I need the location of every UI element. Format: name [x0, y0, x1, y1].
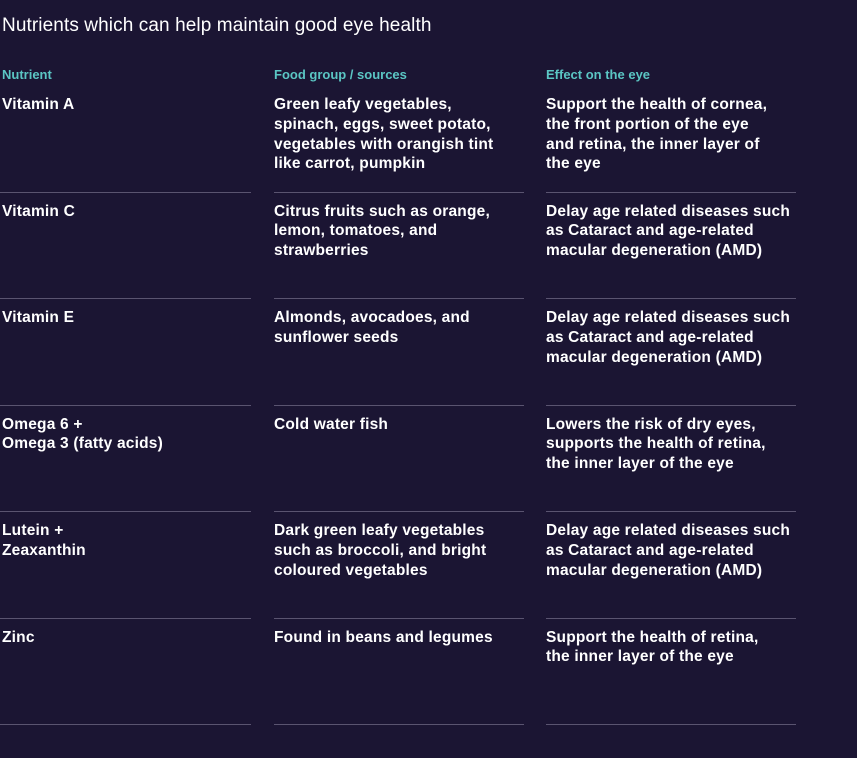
row-divider [0, 618, 251, 619]
food-source-cell: Dark green leafy vegetables such as broccoli, and bright coloured vegetables [274, 522, 487, 579]
page-title: Nutrients which can help maintain good eye health [2, 15, 432, 36]
nutrient-cell: Vitamin A [2, 96, 75, 113]
row-divider [0, 511, 251, 512]
table-row [0, 521, 857, 628]
row-divider [546, 724, 796, 725]
row-divider [274, 298, 524, 299]
column-header-nutrient: Nutrient [2, 67, 52, 82]
nutrient-cell: Lutein + Zeaxanthin [2, 522, 86, 559]
row-divider [546, 298, 796, 299]
table-header [0, 67, 857, 87]
nutrient-cell: Omega 6 + Omega 3 (fatty acids) [2, 415, 163, 453]
row-divider [546, 511, 796, 512]
row-divider [546, 405, 796, 406]
row-divider [0, 192, 251, 193]
food-source-cell: Green leafy vegetables, spinach, eggs, sweet potato, vegetables with orangish tint like carrot, pumpkin [274, 96, 494, 173]
food-source-cell: Found in beans and legumes [274, 628, 493, 646]
nutrient-table [0, 95, 857, 734]
nutrient-cell: Vitamin E [2, 309, 75, 326]
effect-cell: Delay age related diseases such as Cataract and age-related macular degeneration (AMD) [546, 202, 790, 260]
food-source-cell: Cold water fish [274, 415, 389, 433]
table-row [0, 415, 857, 522]
row-divider [0, 298, 251, 299]
effect-cell: Support the health of retina, the inner layer of the eye [546, 628, 759, 666]
table-row [0, 628, 857, 735]
row-divider [274, 192, 524, 193]
nutrient-cell: Zinc [2, 628, 35, 646]
effect-cell: Delay age related diseases such as Cataract and age-related macular degeneration (AMD) [546, 309, 790, 366]
table-row [0, 202, 857, 309]
row-divider [274, 405, 524, 406]
row-divider [274, 618, 524, 619]
row-divider [546, 618, 796, 619]
row-divider [0, 405, 251, 406]
effect-cell: Delay age related diseases such as Cataract and age-related macular degeneration (AMD) [546, 522, 790, 579]
column-header-food-group: Food group / sources [274, 67, 407, 82]
row-divider [546, 192, 796, 193]
effect-cell: Support the health of cornea, the front portion of the eye and retina, the inner layer of the eye [546, 96, 768, 173]
row-divider [274, 511, 524, 512]
food-source-cell: Almonds, avocadoes, and sunflower seeds [274, 309, 470, 346]
column-header-effect: Effect on the eye [546, 67, 651, 82]
food-source-cell: Citrus fruits such as orange, lemon, tomatoes, and strawberries [274, 202, 490, 260]
nutrient-cell: Vitamin C [2, 202, 76, 220]
row-divider [274, 724, 524, 725]
table-row [0, 308, 857, 415]
effect-cell: Lowers the risk of dry eyes, supports the health of retina, the inner layer of the eye [546, 415, 766, 473]
row-divider [0, 724, 251, 725]
table-row [0, 95, 857, 202]
